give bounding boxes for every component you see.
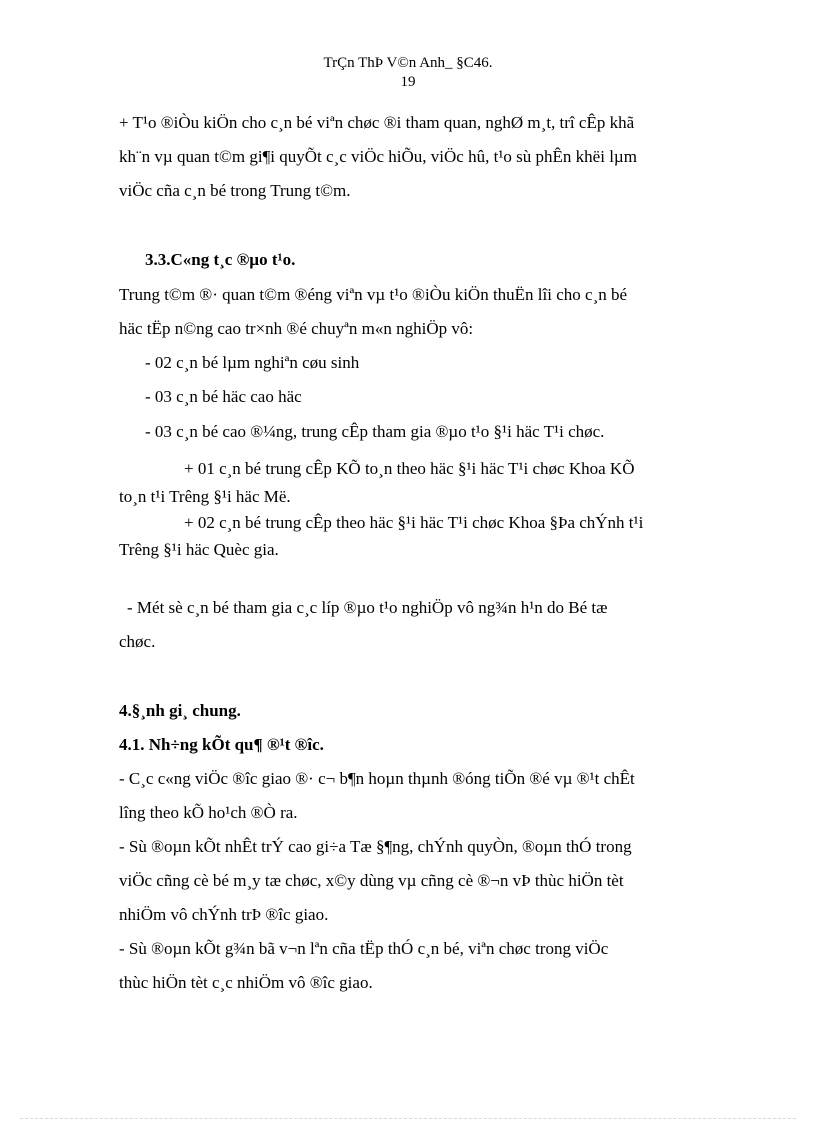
- paragraph-line: nhiÖm vô chÝnh trÞ ®îc giao.: [119, 905, 329, 924]
- list-item: - C¸c c«ng viÖc ®îc giao ®· c¬ b¶n hoµn thµnh ®óng tiÕn ®é vµ ®¹t chÊt: [119, 769, 635, 788]
- subsection-heading: 4.1. Nh÷ng kÕt qu¶ ®¹t ®îc.: [119, 735, 324, 754]
- paragraph-line: Trung t©m ®· quan t©m ®éng viªn vµ t¹o ®iÒu kiÖn thuËn lîi cho c¸n bé: [119, 285, 628, 304]
- list-item: - 02 c¸n bé lµm nghiªn cøu sinh: [145, 353, 360, 372]
- paragraph-line: kh¨n vµ quan t©m gi¶i quyÕt c¸c viÖc hiÕu, viÖc hû, t¹o sù phÊn khëi lµm: [119, 147, 637, 166]
- section-heading: 4.§¸nh gi¸ chung.: [119, 701, 241, 720]
- paragraph-line: häc tËp n©ng cao tr×nh ®é chuyªn m«n nghiÖp vô:: [119, 319, 474, 338]
- paragraph-line: to¸n t¹i Trêng §¹i häc Më.: [119, 487, 291, 506]
- list-item: - Sù ®oµn kÕt nhÊt trÝ cao gi÷a Tæ §¶ng, chÝnh quyÒn, ®oµn thÓ trong: [119, 837, 632, 856]
- paragraph-line: chøc.: [119, 632, 156, 651]
- sub-list-item: + 01 c¸n bé trung cÊp KÕ to¸n theo häc §¹i häc T¹i chøc Khoa KÕ: [184, 459, 635, 478]
- list-item: - Mét sè c¸n bé tham gia c¸c líp ®µo t¹o nghiÖp vô ng¾n h¹n do Bé tæ: [127, 598, 608, 617]
- paragraph-line: + T¹o ®iÒu kiÖn cho c¸n bé viªn chøc ®i tham quan, nghØ m¸t, trî cÊp khã: [119, 113, 635, 132]
- paragraph-line: lîng theo kÕ ho¹ch ®Ò ra.: [119, 803, 298, 822]
- page-number: 19: [400, 74, 416, 90]
- page-bottom-rule: [20, 1118, 796, 1119]
- page-header-title: TrÇn ThÞ V©n Anh_ §C46.: [323, 55, 493, 71]
- paragraph-line: viÖc cña c¸n bé trong Trung t©m.: [119, 181, 351, 200]
- paragraph-line: Trêng §¹i häc Quèc gia.: [119, 540, 279, 559]
- sub-list-item: + 02 c¸n bé trung cÊp theo häc §¹i häc T¹i chøc Khoa §Þa chÝnh t¹i: [184, 513, 644, 532]
- list-item: - 03 c¸n bé cao ®¼ng, trung cÊp tham gia ®µo t¹o §¹i häc T¹i chøc.: [145, 422, 605, 441]
- list-item: - 03 c¸n bé häc cao häc: [145, 387, 302, 406]
- list-item: - Sù ®oµn kÕt g¾n bã v¬n lªn cña tËp thÓ c¸n bé, viªn chøc trong viÖc: [119, 939, 609, 958]
- paragraph-line: thùc hiÖn tèt c¸c nhiÖm vô ®îc giao.: [119, 973, 373, 992]
- section-heading: 3.3.C«ng t¸c ®µo t¹o.: [145, 250, 296, 269]
- paragraph-line: viÖc cñng cè bé m¸y tæ chøc, x©y dùng vµ cñng cè ®¬n vÞ thùc hiÖn tèt: [119, 871, 624, 890]
